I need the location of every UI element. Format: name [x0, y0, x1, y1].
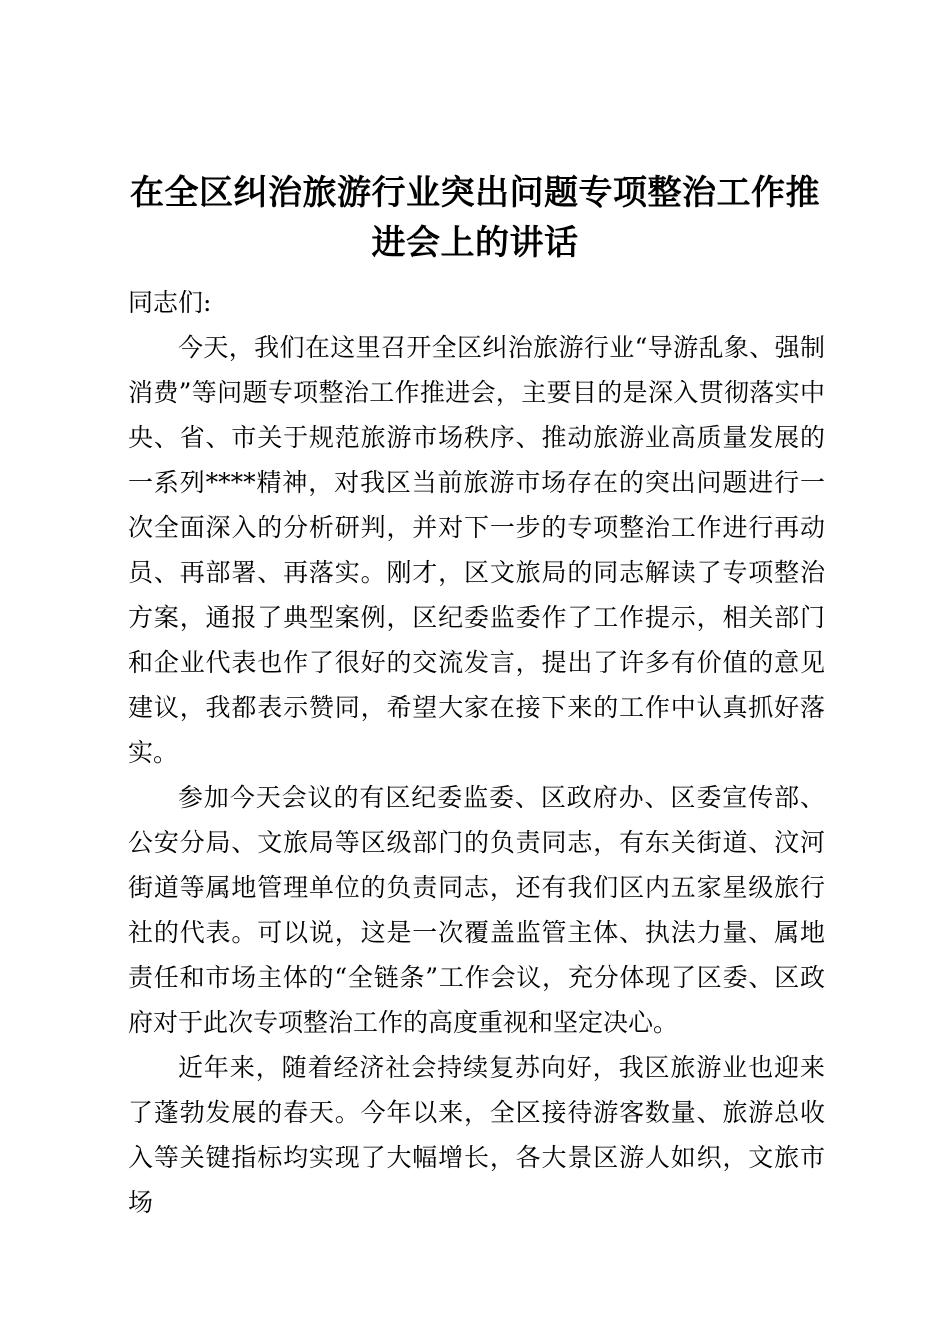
salutation: 同志们:	[128, 288, 212, 317]
document-title: 在全区纠治旅游行业突出问题专项整治工作推进会上的讲话	[130, 173, 820, 263]
paragraph-1: 今天，我们在这里召开全区纠治旅游行业“导游乱象、强制消费”等问题专项整治工作推进会，主要目的是深入贯彻落实中央、省、市关于规范旅游市场秩序、推动旅游业高质量发展的一系列****精神，对我区当前旅游市场存在的突出问题进行一次全面深入的分析研判，并对下一步的专项整治工作进行再动员、再部署、再落实。刚才，区文旅局的同志解读了专项整治方案，通报了典型案例，区纪委监委作了工作提示，相关部门和企业代表也作了很好的交流发言，提出了许多有价值的意见建议，我都表示赞同，希望大家在接下来的工作中认真抓好落实。	[128, 333, 825, 767]
document-body	[128, 280, 825, 1225]
paragraph-3: 近年来，随着经济社会持续复苏向好，我区旅游业也迎来了蓬勃发展的春天。今年以来，全区接待游客数量、旅游总收入等关键指标均实现了大幅增长，各大景区游人如织，文旅市场	[128, 1053, 825, 1217]
paragraph-2: 参加今天会议的有区纪委监委、区政府办、区委宣传部、公安分局、文旅局等区级部门的负责同志，有东关街道、汶河街道等属地管理单位的负责同志，还有我们区内五家星级旅行社的代表。可以说，这是一次覆盖监管主体、执法力量、属地责任和市场主体的“全链条”工作会议，充分体现了区委、区政府对于此次专项整治工作的高度重视和坚定决心。	[128, 783, 825, 1037]
